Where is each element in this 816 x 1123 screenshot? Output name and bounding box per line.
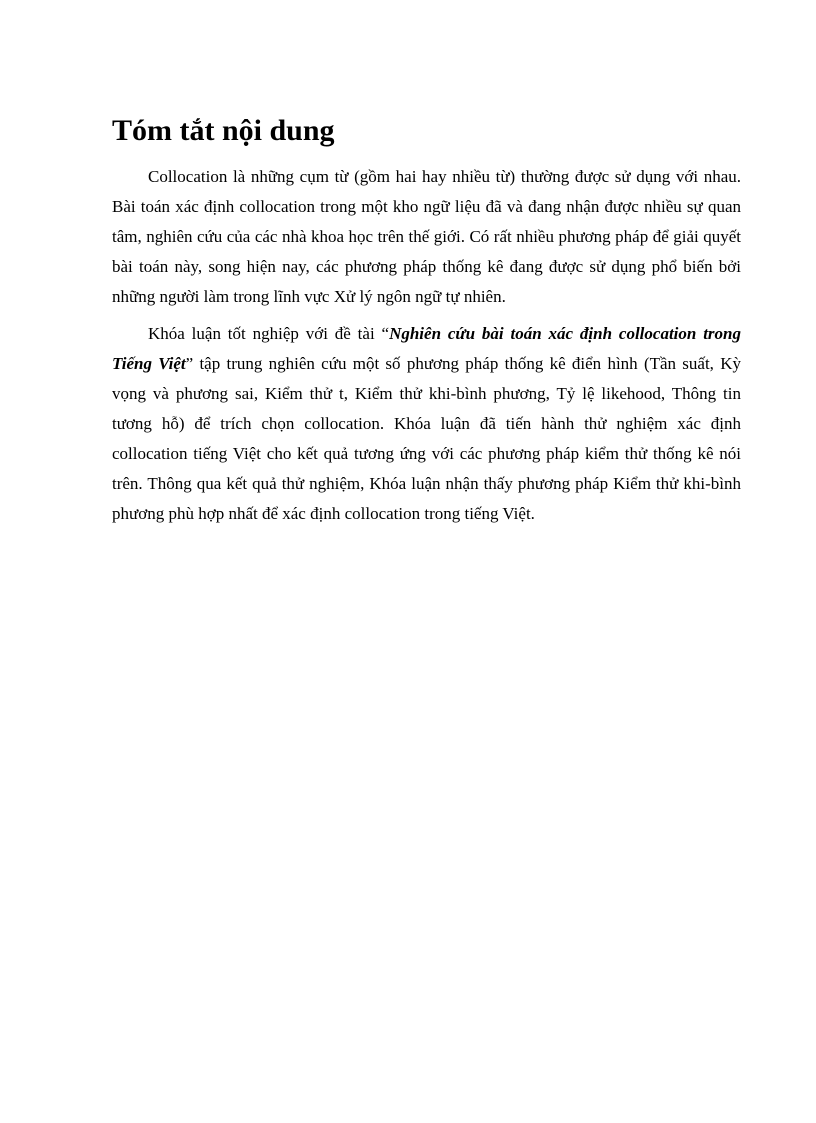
page-title: Tóm tắt nội dung — [112, 114, 335, 147]
page-content — [112, 112, 741, 536]
summary-paragraph-2 — [112, 319, 741, 529]
thesis-title: Nghiên cứu bài toán xác định collocation trong Tiếng Việt — [112, 324, 741, 373]
paragraph-2-intro: Khóa luận tốt nghiệp với đề tài “ — [148, 324, 390, 343]
summary-paragraph-1: Collocation là những cụm từ (gồm hai hay nhiều từ) thường được sử dụng với nhau. Bài toán xác định collocation trong một kho ngữ liệu đã và đang nhận được nhiều sự quan tâm, nghiên cứu của các nhà khoa học trên thế giới. Có rất nhiều phương pháp để giải quyết bài toán này, song hiện nay, các phương pháp thống kê đang được sử dụng phổ biến bởi những người làm trong lĩnh vực Xử lý ngôn ngữ tự nhiên. — [112, 167, 741, 306]
paragraph-2-body: ” tập trung nghiên cứu một số phương pháp thống kê điển hình (Tần suất, Kỳ vọng và phương sai, Kiểm thử t, Kiểm thử khi-bình phương, Tỷ lệ likehood, Thông tin tương hỗ) để trích chọn collocation. Khóa luận đã tiến hành thử nghiệm xác định collocation tiếng Việt cho kết quả tương ứng với các phương pháp kiểm thử thống kê nói trên. Thông qua kết quả thử nghiệm, Khóa luận nhận thấy phương pháp Kiểm thử khi-bình phương phù hợp nhất để xác định collocation trong tiếng Việt. — [112, 354, 741, 523]
